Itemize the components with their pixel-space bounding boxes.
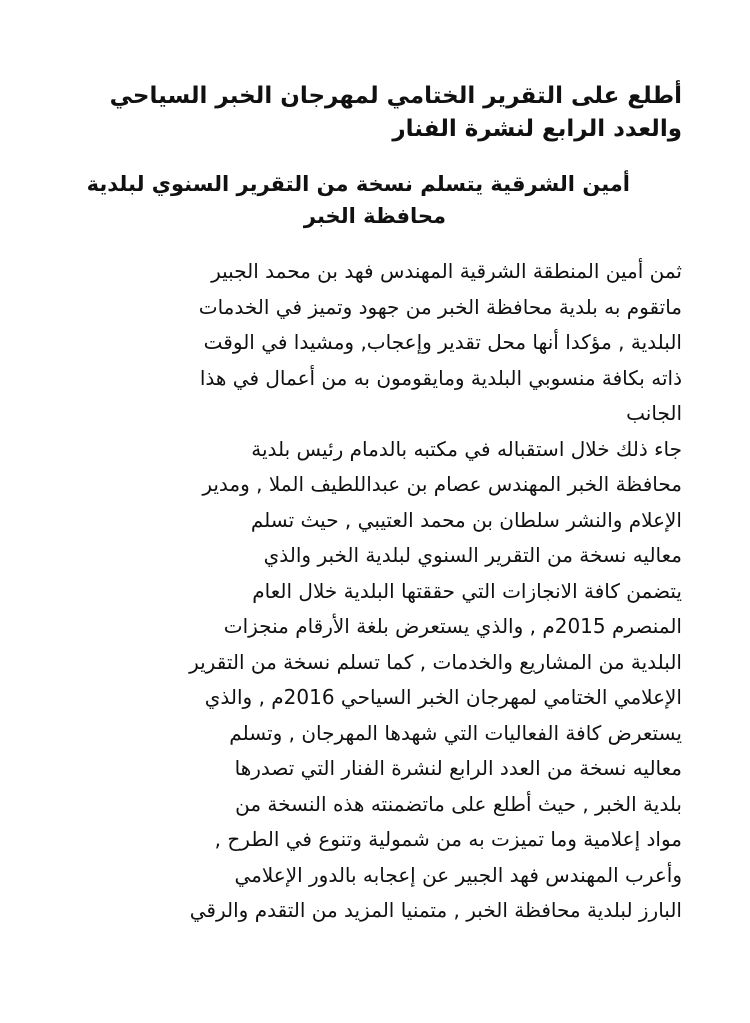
article-body — [62, 254, 682, 929]
body-line: الإعلامي الختامي لمهرجان الخبر السياحي 2016م , والذي — [204, 685, 682, 709]
body-line: ثمن أمين المنطقة الشرقية المهندس فهد بن محمد الجبير — [211, 259, 682, 283]
body-line: يستعرض كافة الفعاليات التي شهدها المهرجان , وتسلم — [229, 720, 682, 745]
body-line: معاليه نسخة من التقرير السنوي لبلدية الخبر والذي — [263, 543, 682, 567]
body-line: الجانب — [626, 401, 682, 425]
subheadline — [86, 168, 630, 232]
body-line: البارز لبلدية محافظة الخبر , متمنيا المزيد من التقدم والرقي — [189, 898, 682, 922]
headline-line: والعدد الرابع لنشرة الفنار — [392, 116, 682, 142]
body-line: ماتقوم به بلدية محافظة الخبر من جهود وتميز في الخدمات — [198, 294, 682, 319]
body-line: محافظة الخبر المهندس عصام بن عبداللطيف الملا , ومدير — [202, 472, 682, 496]
headline — [62, 80, 682, 146]
body-line: الإعلام والنشر سلطان بن محمد العتيبي , حيث تسلم — [250, 507, 682, 532]
body-line: مواد إعلامية وما تميزت به من شمولية وتنوع في الطرح , — [214, 827, 682, 851]
body-line: البلدية من المشاريع والخدمات , كما تسلم نسخة من التقرير — [189, 649, 682, 674]
headline-line: أطلع على التقرير الختامي لمهرجان الخبر السياحي — [109, 83, 682, 109]
body-line: جاء ذلك خلال استقباله في مكتبه بالدمام رئيس بلدية — [251, 436, 682, 461]
body-line: البلدية , مؤكدا أنها محل تقدير وإعجاب, ومشيدا في الوقت — [203, 330, 682, 354]
subheadline-line: أمين الشرقية يتسلم نسخة من التقرير السنوي لبلدية — [86, 172, 630, 196]
body-line: معاليه نسخة من العدد الرابع لنشرة الفنار التي تصدرها — [234, 756, 682, 780]
body-line: يتضمن كافة الانجازات التي حققتها البلدية خلال العام — [252, 578, 682, 603]
subheadline-line: محافظة الخبر — [303, 204, 447, 228]
body-line: بلدية الخبر , حيث أطلع على ماتضمنته هذه النسخة من — [235, 791, 682, 816]
body-line: المنصرم 2015م , والذي يستعرض بلغة الأرقام منجزات — [223, 614, 682, 638]
body-line: وأعرب المهندس فهد الجبير عن إعجابه بالدور الإعلامي — [234, 862, 682, 887]
body-line: ذاته بكافة منسوبي البلدية ومايقومون به من أعمال في هذا — [199, 365, 682, 390]
